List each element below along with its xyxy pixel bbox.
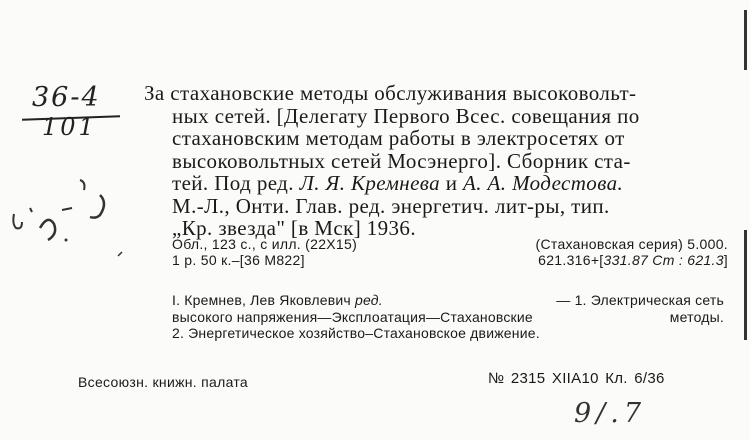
title-line-3: стахановским методам работы в электросетях от [172, 126, 625, 150]
editor-name-2: А. А. Модестова. [463, 171, 624, 195]
classification-code-plain: 621.316+[ [538, 252, 604, 268]
subject-heading-1: — 1. Электрическая сеть [556, 292, 724, 308]
registration-number: № 2315 XIIA10 Кл. 6/36 [488, 370, 665, 387]
subject-headings [172, 292, 724, 342]
series-and-print-run: (Стахановская серия) 5.000. [535, 236, 728, 252]
title-line-7: „Кр. звезда" [в Мск] 1936. [172, 216, 416, 240]
imprint-line-2 [172, 252, 728, 268]
title-line-2: ных сетей. [Делегату Первого Всес. совещания по [172, 103, 640, 128]
imprint-block [172, 236, 728, 268]
subject-heading-1-end: методы. [669, 308, 724, 325]
editor-name-1: Л. Я. Кремнева [299, 171, 441, 195]
imprint-line-1 [172, 236, 728, 252]
title-description [144, 82, 730, 240]
classification-code [538, 252, 728, 268]
classification-code-italic: 331.87 Cm : 621.3 [603, 252, 724, 268]
title-line-1: За стахановские методы обслуживания высоковольт- [144, 81, 637, 105]
title-line-6: М.-Л., Онти. Глав. ред. энергетич. лит-ры, тип. [172, 193, 610, 218]
subject-heading-1-cont: высокого напряжения—Эксплоатация—Стахановские [172, 308, 533, 325]
subject-line-2 [172, 309, 724, 326]
card-edge-mark-top [744, 10, 747, 70]
subject-heading-2: 2. Энергетическое хозяйство–Стахановское движение. [172, 325, 540, 341]
subject-line-1 [172, 292, 724, 309]
title-line-5 [144, 172, 730, 195]
title-line-5-lead: тей. Под ред. [172, 171, 294, 195]
subject-editor: I. Кремнев, Лев Яковлевич [172, 292, 351, 308]
shelf-mark-bottom: 101 [42, 113, 97, 141]
card-edge-mark-middle [744, 230, 747, 340]
shelf-mark-top: 36-4 [32, 82, 101, 113]
classification-code-close: ] [723, 252, 728, 268]
physical-description: Обл., 123 с., с илл. (22X15) [172, 236, 358, 252]
title-line-4: высоковольтных сетей Мосэнерго]. Сборник ста- [172, 148, 631, 173]
issuing-body: Всесоюзн. книжн. палата [78, 374, 249, 390]
handwritten-scribble-marks [10, 170, 130, 270]
subject-editor-role: ред. [354, 292, 383, 308]
handwritten-footer-number: 9/.7 [574, 398, 647, 429]
editor-separator: и [440, 171, 464, 195]
price-and-code: 1 р. 50 к.–[36 М822] [172, 252, 305, 268]
